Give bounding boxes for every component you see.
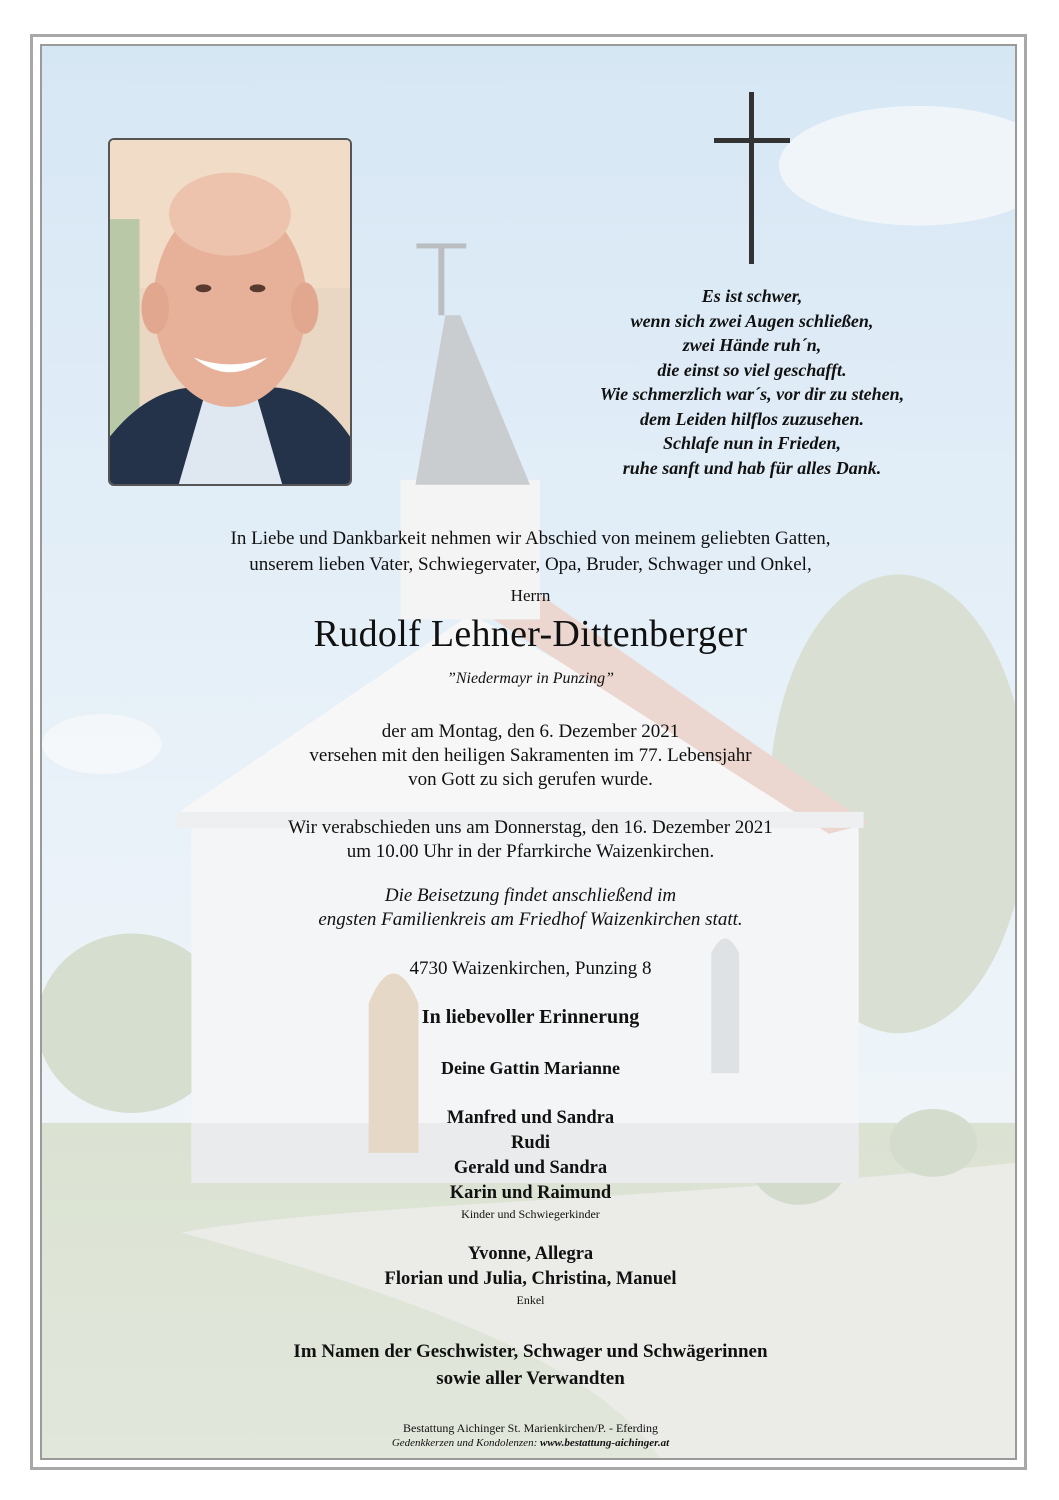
footer — [42, 1421, 1017, 1451]
poem-line: Schlafe nun in Frieden, — [662, 433, 842, 453]
funeral-home: Bestattung Aichinger St. Marienkirchen/P. - Eferding — [403, 1421, 658, 1435]
funeral-service — [42, 816, 1017, 864]
website-link[interactable]: www.bestattung-aichinger.at — [539, 1437, 670, 1449]
poem-line: die einst so viel geschafft. — [657, 359, 847, 380]
grandchildren-list — [42, 1242, 1017, 1308]
service-line: Wir verabschieden uns am Donnerstag, den 16. Dezember 2021 — [288, 817, 773, 838]
poem-line: zwei Hände ruh´n, — [682, 335, 822, 355]
siblings-note — [42, 1338, 1017, 1392]
children-list — [42, 1106, 1017, 1222]
death-line: versehen mit den heiligen Sakramenten im 77. Lebensjahr — [309, 745, 752, 766]
list-item: Karin und Raimund — [449, 1183, 612, 1203]
list-item: Rudi — [510, 1133, 551, 1153]
memory-heading: In liebevoller Erinnerung — [421, 1006, 640, 1028]
address: 4730 Waizenkirchen, Punzing 8 — [409, 958, 652, 979]
grandchildren-caption: Enkel — [516, 1293, 545, 1307]
wife-name: Deine Gattin Marianne — [441, 1058, 620, 1078]
condolence-label: Gedenkkerzen und Kondolenzen: — [391, 1437, 540, 1449]
burial-notice — [42, 884, 1017, 932]
intro-text — [42, 526, 1017, 578]
intro-line: unserem lieben Vater, Schwiegervater, Opa, Bruder, Schwager und Onkel, — [249, 554, 812, 575]
death-notice — [42, 720, 1017, 792]
cross-icon — [714, 92, 790, 264]
burial-line: engsten Familienkreis am Friedhof Waizenkirchen statt. — [318, 909, 743, 930]
siblings-line: Im Namen der Geschwister, Schwager und Schwägerinnen — [293, 1341, 768, 1362]
list-item: Florian und Julia, Christina, Manuel — [384, 1269, 677, 1289]
intro-line: In Liebe und Dankbarkeit nehmen wir Abschied von meinem geliebten Gatten, — [230, 528, 831, 549]
poem — [522, 284, 982, 480]
portrait-photo — [108, 138, 352, 486]
list-item: Gerald und Sandra — [453, 1158, 608, 1178]
list-item: Yvonne, Allegra — [467, 1244, 594, 1264]
deceased-name: Rudolf Lehner-Dittenberger — [313, 613, 748, 655]
poem-line: Es ist schwer, — [701, 286, 803, 306]
poem-line: dem Leiden hilflos zuzusehen. — [639, 408, 865, 429]
burial-line: Die Beisetzung findet anschließend im — [384, 885, 677, 906]
poem-line: ruhe sanft und hab für alles Dank. — [622, 457, 882, 478]
poem-line: Wie schmerzlich war´s, vor dir zu stehen, — [599, 384, 905, 404]
poem-line: wenn sich zwei Augen schließen, — [630, 310, 874, 331]
death-line: der am Montag, den 6. Dezember 2021 — [381, 721, 680, 742]
obituary-card — [40, 44, 1017, 1460]
nickname: ”Niedermayr in Punzing” — [446, 670, 615, 687]
list-item: Manfred und Sandra — [446, 1108, 615, 1128]
condolence-line — [42, 1436, 1017, 1451]
salutation: Herrn — [510, 586, 551, 605]
siblings-line: sowie aller Verwandten — [436, 1368, 625, 1389]
children-caption: Kinder und Schwiegerkinder — [461, 1207, 600, 1221]
death-line: von Gott zu sich gerufen wurde. — [408, 769, 653, 790]
service-line: um 10.00 Uhr in der Pfarrkirche Waizenkirchen. — [346, 841, 715, 862]
